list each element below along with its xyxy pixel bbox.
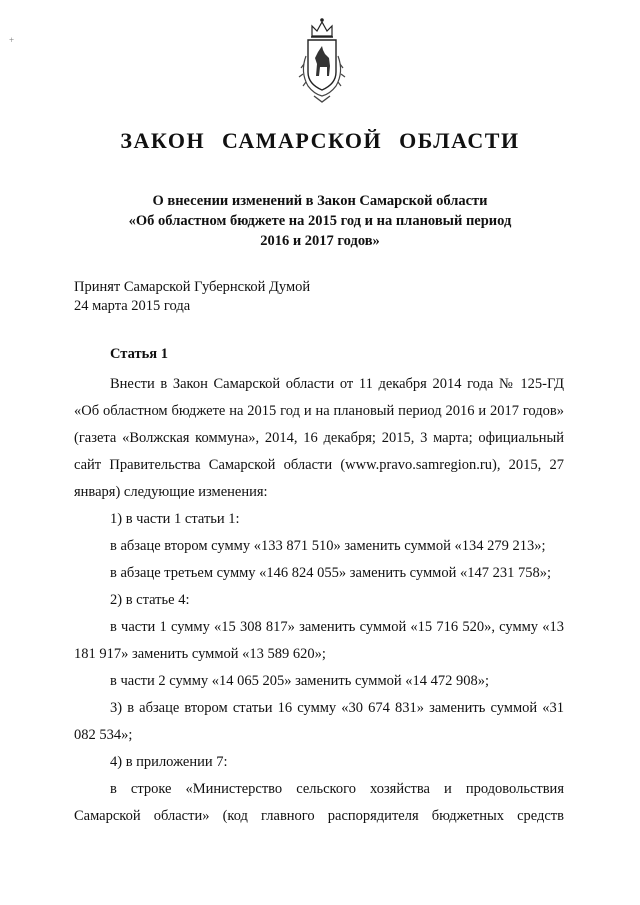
article-heading: Статья 1 — [110, 346, 168, 362]
adoption-date: 24 марта 2015 года — [74, 298, 191, 314]
article-paragraph: в части 2 сумму «14 065 205» заменить суммой «14 472 908»; — [110, 673, 490, 689]
adoption-block — [74, 278, 310, 316]
article-paragraph: Внести в Закон Самарской области от 11 декабря 2014 года № 125-ГД «Об областном бюджете на 2015 год и на плановый период 2016 и 2017 годов» (газета «Волжская коммуна», 2014, 16 декабря; 2015, 3 марта; официальный сайт Правительства Самарской области (www.pravo.samregion.ru), 2015, 27 января) следующие изменения: — [74, 376, 564, 500]
article-paragraph: в части 1 сумму «15 308 817» заменить суммой «15 716 520», сумму «13 181 917» заменить суммой «13 589 620»; — [74, 619, 564, 662]
article-paragraph: в абзаце втором сумму «133 871 510» заменить суммой «134 279 213»; — [110, 538, 546, 554]
article-paragraph: 2) в статье 4: — [110, 592, 190, 608]
scan-mark: + — [9, 35, 15, 45]
law-title: ЗАКОН САМАРСКОЙ ОБЛАСТИ — [120, 128, 520, 153]
samara-coat-of-arms-icon — [298, 16, 346, 112]
article-paragraph: 3) в абзаце втором статьи 16 сумму «30 674 831» заменить суммой «31 082 534»; — [74, 700, 564, 743]
article-body — [74, 371, 564, 830]
article-paragraph: 1) в части 1 статьи 1: — [110, 511, 240, 527]
subtitle-line: О внесении изменений в Закон Самарской области — [152, 193, 488, 209]
subtitle-line: «Об областном бюджете на 2015 год и на плановый период — [128, 213, 512, 229]
article-paragraph: в абзаце третьем сумму «146 824 055» заменить суммой «147 231 758»; — [110, 565, 551, 581]
law-subtitle — [0, 191, 640, 251]
subtitle-line: 2016 и 2017 годов» — [260, 233, 380, 249]
adoption-body: Принят Самарской Губернской Думой — [74, 279, 311, 295]
article-paragraph: в строке «Министерство сельского хозяйства и продовольствия Самарской области» (код главного распорядителя бюджетных средств — [74, 781, 564, 824]
article-paragraph: 4) в приложении 7: — [110, 754, 228, 770]
